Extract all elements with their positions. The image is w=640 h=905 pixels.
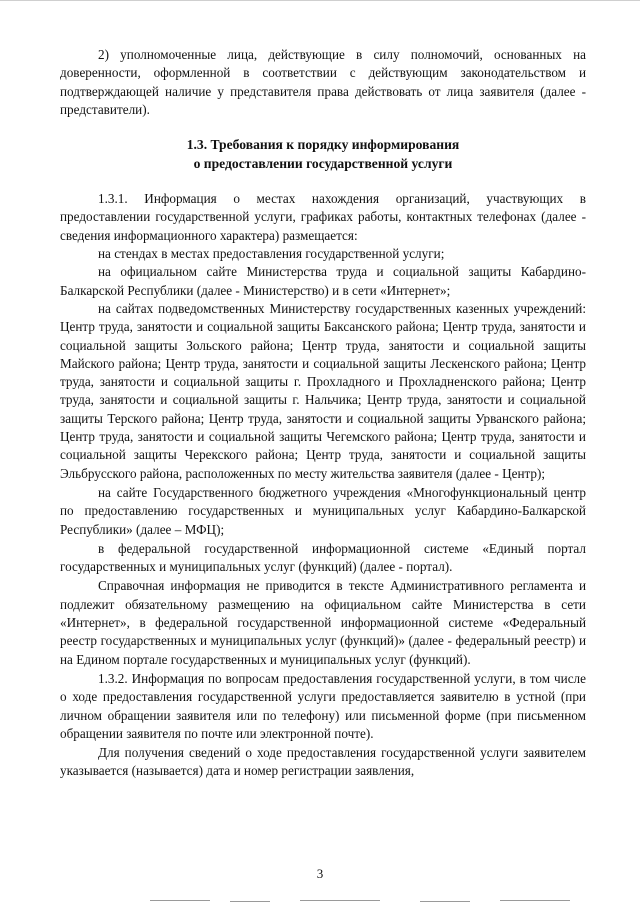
section-heading-line-1: 1.3. Требования к порядку информирования <box>186 137 460 153</box>
paragraph-mfc-site: на сайте Государственного бюджетного учреждения «Многофункциональный центр по предоставлению государственных и муниципальных услуг Кабардино-Балкарской Республики» (далее – МФЦ); <box>60 484 586 537</box>
scan-artifact-bottom-4 <box>420 901 470 902</box>
paragraph-1-3-1: 1.3.1. Информация о местах нахождения организаций, участвующих в предоставлении государственной услуги, графиках работы, контактных телефонах (далее - сведения информационного характера) размещается: <box>60 191 586 243</box>
scan-artifact-bottom-3 <box>300 900 380 901</box>
scan-artifact-bottom-5 <box>500 900 570 901</box>
scan-artifact-bottom-2 <box>230 901 270 902</box>
paragraph-federal-portal: в федеральной государственной информационной системе «Единый портал государственных и муниципальных услуг (функций) (далее - портал). <box>60 540 586 575</box>
paragraph-1-3-2: 1.3.2. Информация по вопросам предоставления государственной услуги, в том числе о ходе предоставления государственной услуги предоставляется заявителю в устной (при личном обращении заявителя или по телефону) или письменной форме (при письменном обращении заявителя по почте или электронной почте). <box>60 670 586 741</box>
section-heading <box>60 135 586 173</box>
scan-artifact-bottom-1 <box>150 900 210 901</box>
paragraph-ministry-site: на официальном сайте Министерства труда и социальной защиты Кабардино-Балкарской Республики (далее - Министерство) и в сети «Интернет»; <box>60 264 586 298</box>
paragraph-centers-sites: на сайтах подведомственных Министерству государственных казенных учреждений: Центр труда, занятости и социальной защиты Баксанского района; Центр труда, занятости и социальной защиты Зольского района; Центр труда, занятости и социальной защиты Майского района; Центр труда, занятости и социальной защиты Лескенского района; Центр труда, занятости и социальной защиты г. Прохладного и Прохладненского района; Центр труда, занятости и социальной защиты г. Нальчика; Центр труда, занятости и социальной защиты Терского района; Центр труда, занятости и социальной защиты Урванского района; Центр труда, занятости и социальной защиты Чегемского района; Центр труда, занятости и социальной защиты Черекского района; Центр труда, занятости и социальной защиты Эльбрусского района, расположенных по месту жительства заявителя (далее - Центр); <box>60 300 586 481</box>
page-number: 3 <box>316 866 324 881</box>
paragraph-status-info: Для получения сведений о ходе предоставления государственной услуги заявителем указывается (называется) дата и номер регистрации заявления, <box>60 745 586 779</box>
paragraph-stands: на стендах в местах предоставления государственной услуги; <box>98 246 445 262</box>
intro-paragraph: 2) уполномоченные лица, действующие в силу полномочий, основанных на доверенности, оформленной в соответствии с действующим законодательством и подтверждающей наличие у представителя права действовать от лица заявителя (далее - представители). <box>60 47 586 117</box>
paragraph-reference-info: Справочная информация не приводится в тексте Административного регламента и подлежит обязательному размещению на официальном сайте Министерства в сети «Интернет», в федеральной государственной информационной системе «Федеральный реестр государственных и муниципальных услуг (функций)» (далее - федеральный реестр) и на Едином портале государственных и муниципальных услуг (функций). <box>60 578 586 667</box>
scan-artifact-top <box>0 0 640 1</box>
document-body <box>60 46 586 781</box>
section-heading-line-2: о предоставлении государственной услуги <box>193 156 453 172</box>
